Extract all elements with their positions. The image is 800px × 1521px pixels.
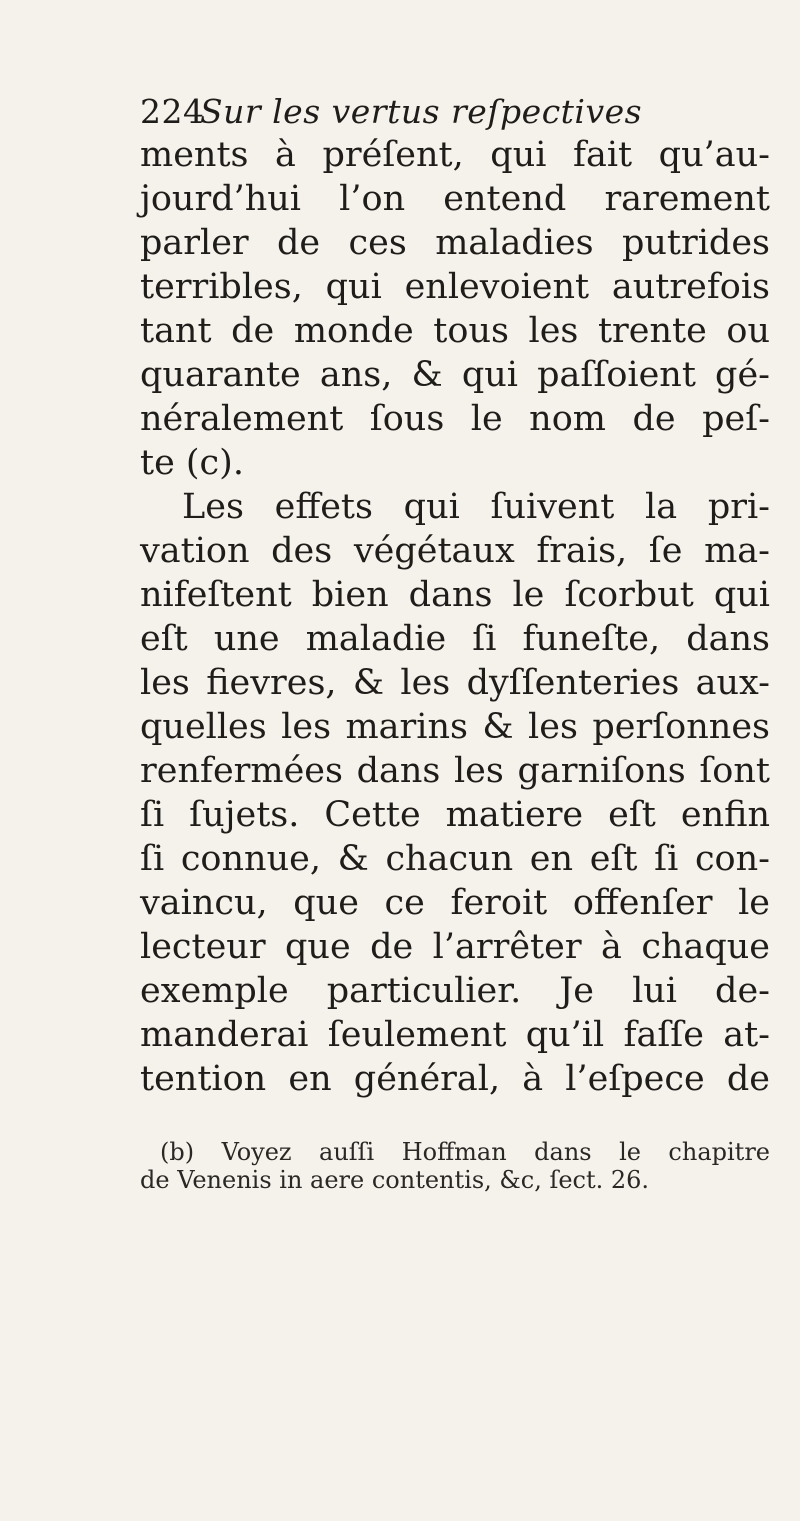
text-line: jourd’hui l’on entend rarement [140,179,770,219]
text-line: vaincu, que ce feroit offenſer le [140,883,770,923]
text-line: renfermées dans les garniſons ſont [140,751,770,791]
text-line: quarante ans, & qui paſſoient gé- [140,355,770,395]
page-number: 224 [140,92,205,131]
text-line: tant de monde tous les trente ou [140,311,770,351]
text-line: te (c). [140,443,244,483]
footnote [140,1138,770,1194]
text-line: quelles les marins & les perſonnes [140,707,770,747]
text-line: manderai ſeulement qu’il faſſe at- [140,1015,770,1055]
text-line: ſi connue, & chacun en eſt ſi con- [140,839,770,879]
text-line: tention en général, à l’eſpece de [140,1059,770,1099]
text-line: eſt une maladie ſi funeſte, dans [140,619,770,659]
footnote-line: de Venenis in aere contentis, &c, ſect. 26. [140,1166,650,1194]
body-text [140,133,770,1101]
text-line: les fievres, & les dyſſenteries aux- [140,663,770,703]
text-line: ſi ſujets. Cette matiere eſt enfin [140,795,770,835]
text-line: vation des végétaux frais, ſe ma- [140,531,770,571]
text-line: parler de ces maladies putrides [140,223,770,263]
text-line: Les effets qui ſuivent la pri- [182,487,770,527]
running-title: Sur les vertus reſpectives [200,92,643,131]
footnote-line: (b) Voyez auſſi Hoffman dans le chapitre [160,1138,770,1166]
text-line: néralement ſous le nom de peſ- [140,399,770,439]
text-line: ments à préſent, qui fait qu’au- [140,135,770,175]
text-line: terribles, qui enlevoient autrefois [140,267,770,307]
text-line: lecteur que de l’arrêter à chaque [140,927,770,967]
text-line: exemple particulier. Je lui de- [140,971,770,1011]
text-line: nifeſtent bien dans le ſcorbut qui [140,575,770,615]
page-header [140,92,642,132]
